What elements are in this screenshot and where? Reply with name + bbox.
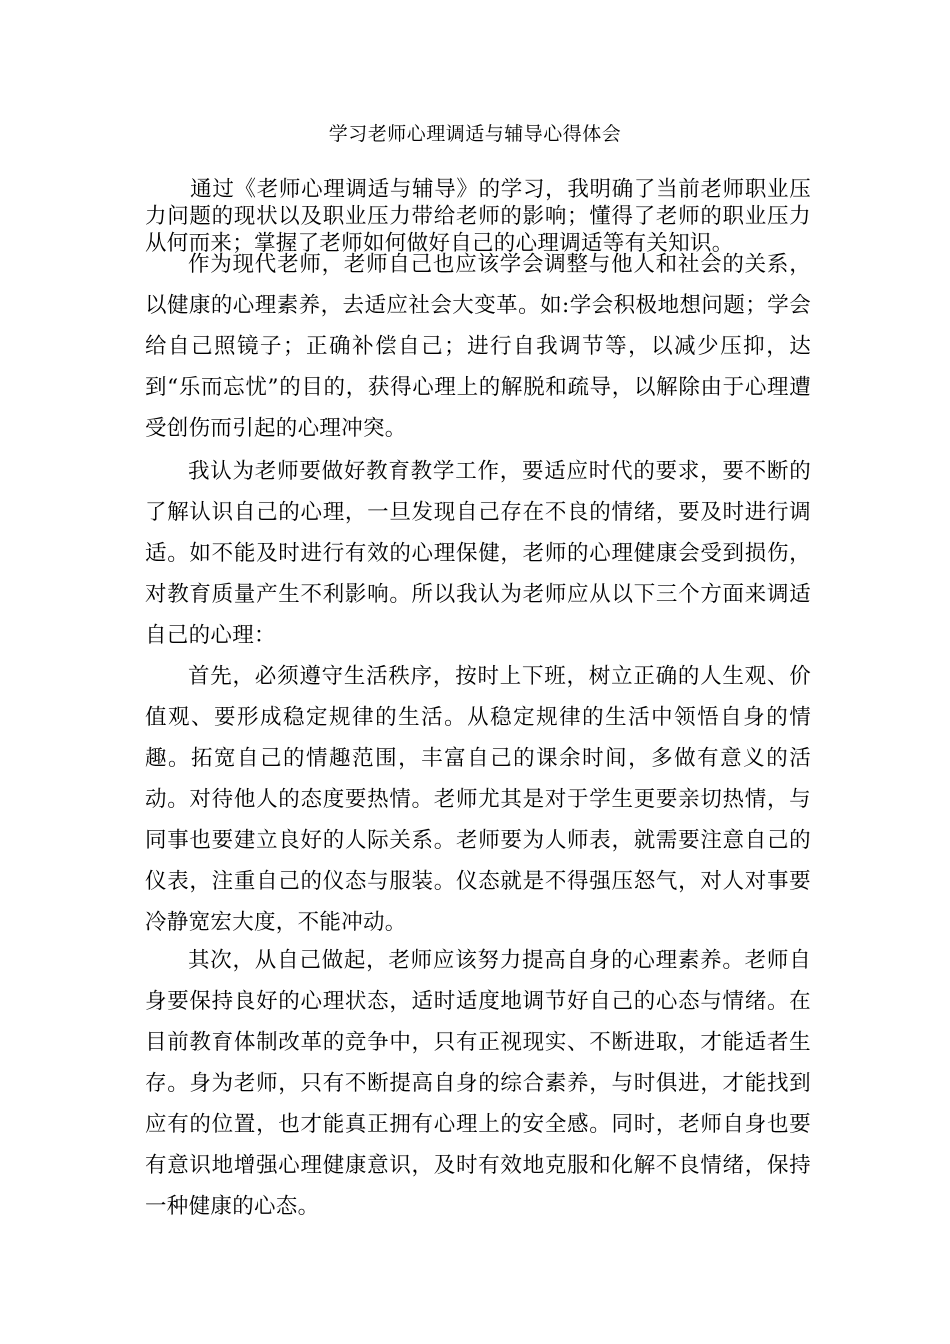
paragraph-adapt-requirements: 我认为老师要做好教育教学工作，要适应时代的要求，要不断的了解认识自己的心理，一旦发现自己存在不良的情绪，要及时进行调适。如不能及时进行有效的心理保健，老师的心理健康会受到损伤，对教育质量产生不利影响。所以我认为老师应从以下三个方面来调适自己的心理： bbox=[145, 459, 811, 648]
paragraph-modern-teacher: 作为现代老师，老师自己也应该学会调整与他人和社会的关系，以健康的心理素养，去适应社会大变革。如:学会积极地想问题；学会给自己照镜子；正确补偿自己；进行自我调节等，以减少压抑，达到“乐而忘忧”的目的，获得心理上的解脱和疏导，以解除由于心理遭受创伤而引起的心理冲突。 bbox=[145, 252, 811, 441]
paragraph-second-point: 其次，从自己做起，老师应该努力提高自身的心理素养。老师自身要保持良好的心理状态，适时适度地调节好自己的心态与情绪。在目前教育体制改革的竞争中，只有正视现实、不断进取，才能适者生存。身为老师，只有不断提高自身的综合素养，与时俱进，才能找到应有的位置，也才能真正拥有心理上的安全感。同时，老师自身也要有意识地增强心理健康意识，及时有效地克服和化解不良情绪，保持一种健康的心态。 bbox=[145, 948, 811, 1219]
paragraph-first-point: 首先，必须遵守生活秩序，按时上下班，树立正确的人生观、价值观、要形成稳定规律的生活。从稳定规律的生活中领悟自身的情趣。拓宽自己的情趣范围，丰富自己的课余时间，多做有意义的活动。对待他人的态度要热情。老师尤其是对于学生更要亲切热情，与同事也要建立良好的人际关系。老师要为人师表，就需要注意自己的仪表，注重自己的仪态与服装。仪态就是不得强压怒气，对人对事要冷静宽宏大度，不能冲动。 bbox=[145, 664, 811, 935]
paragraph-intro: 通过《老师心理调适与辅导》的学习，我明确了当前老师职业压力问题的现状以及职业压力带给老师的影响；懂得了老师的职业压力从何而来；掌握了老师如何做好自己的心理调适等有关知识。 bbox=[145, 177, 811, 256]
document-title: 学习老师心理调适与辅导心得体会 bbox=[328, 123, 622, 145]
